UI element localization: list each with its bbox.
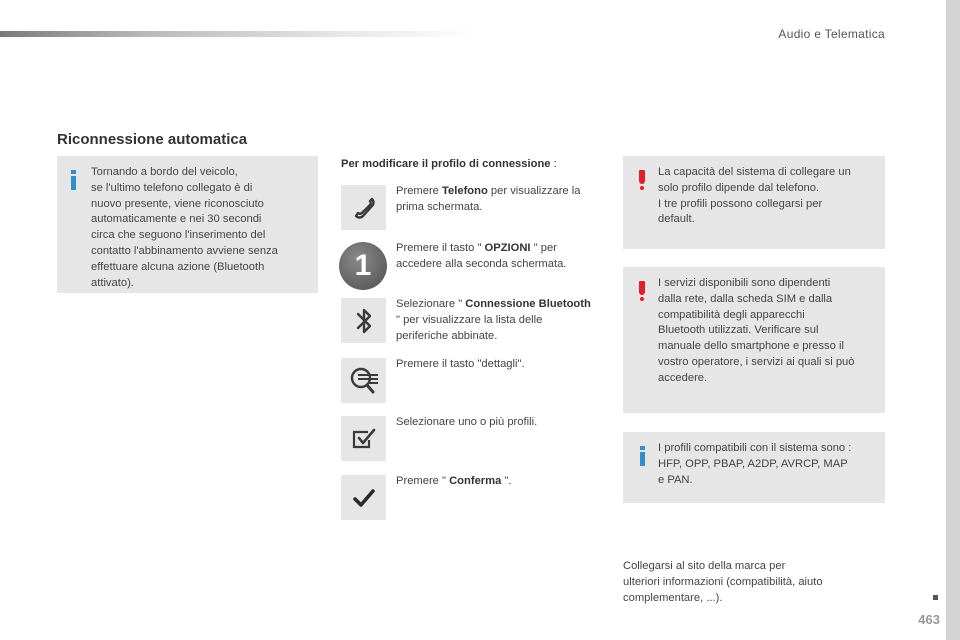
header-title: Audio e Telematica bbox=[778, 27, 885, 41]
section-title: Riconnessione automatica bbox=[57, 131, 248, 148]
warning-box-profile-text: La capacità del sistema di collegare un solo profilo dipende dal telefono. I tre profili possono collegarsi per default. bbox=[658, 166, 851, 226]
checkbox-check-icon bbox=[350, 426, 378, 452]
warning-box-services-text: I servizi disponibili sono dipendenti dalla rete, dalla scheda SIM e dalla compatibilità degli apparecchi Bluetooth utilizzati. Verificare sul manuale dello smartphone e presso il vostro operatore, i servizi ai quali si può accedere. bbox=[658, 277, 855, 384]
page-edge-band bbox=[946, 0, 960, 640]
phone-step-icon-box bbox=[341, 185, 386, 230]
details-step-icon-box bbox=[341, 358, 386, 403]
info-box-profiles bbox=[623, 432, 885, 503]
bluetooth-icon bbox=[351, 305, 377, 337]
step-telefono: Premere Telefono per visualizzare la prima schermata. bbox=[396, 185, 581, 213]
checkmark-icon bbox=[351, 486, 377, 510]
details-magnifier-icon bbox=[347, 364, 381, 398]
info-icon bbox=[640, 446, 645, 466]
step-connessione-bluetooth: Selezionare " Connessione Bluetooth " per visualizzare la lista delle periferiche abbinate. bbox=[396, 298, 591, 342]
step-conferma: Premere " Conferma ". bbox=[396, 475, 512, 487]
page-marker bbox=[933, 595, 938, 600]
info-icon bbox=[71, 170, 76, 190]
phone-handset-icon bbox=[349, 193, 379, 223]
header-gradient-bar bbox=[0, 31, 480, 37]
footer-note: Collegarsi al sito della marca per ulteriori informazioni (compatibilità, aiuto complementare, ...). bbox=[623, 560, 823, 604]
step-opzioni: Premere il tasto " OPZIONI " per accedere alla seconda schermata. bbox=[396, 242, 567, 270]
step-profili: Selezionare uno o più profili. bbox=[396, 416, 538, 428]
step-number-badge: 1 bbox=[339, 242, 387, 290]
bluetooth-step-icon-box bbox=[341, 298, 386, 343]
info-box-left bbox=[57, 156, 318, 293]
checkbox-step-icon-box bbox=[341, 416, 386, 461]
page-number: 463 bbox=[918, 612, 940, 627]
steps-heading: Per modificare il profilo di connessione : bbox=[341, 158, 557, 170]
info-box-left-text: Tornando a bordo del veicolo, se l'ultimo telefono collegato è di nuovo presente, viene riconosciuto automaticamente e nei 30 secondi circa che seguono l'inserimento del contatto l'abbinamento avviene senza effettuare alcuna azione (Bluetooth attivato). bbox=[91, 166, 278, 289]
info-box-profiles-text: I profili compatibili con il sistema sono : HFP, OPP, PBAP, A2DP, AVRCP, MAP e PAN. bbox=[658, 442, 852, 486]
confirm-step-icon-box bbox=[341, 475, 386, 520]
warning-box-profile bbox=[623, 156, 885, 249]
warning-exclamation-icon bbox=[639, 281, 645, 301]
warning-box-services bbox=[623, 267, 885, 413]
warning-exclamation-icon bbox=[639, 170, 645, 190]
step-dettagli: Premere il tasto "dettagli". bbox=[396, 358, 525, 370]
